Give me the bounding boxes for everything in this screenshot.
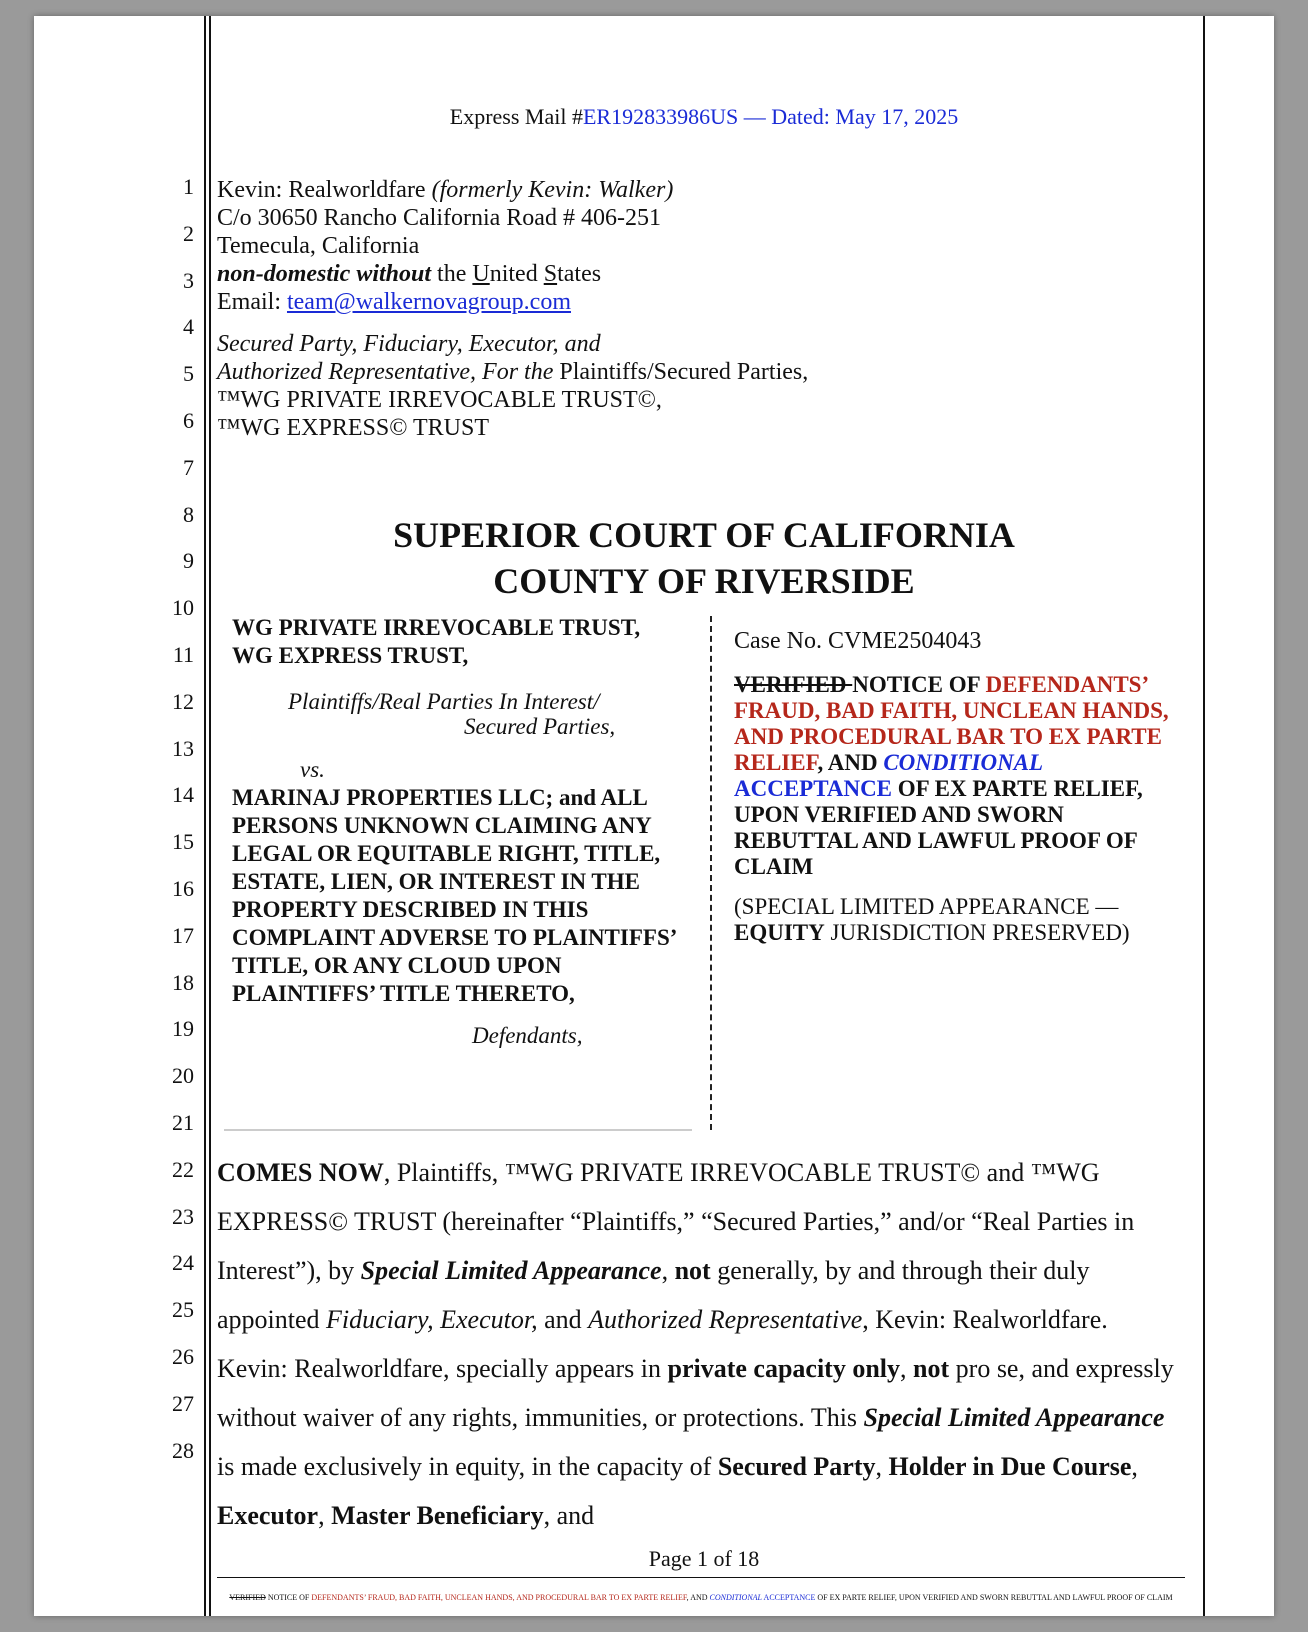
special-appearance-2 bbox=[734, 920, 1184, 946]
line-number: 20 bbox=[172, 1063, 194, 1089]
title-notice: NOTICE OF bbox=[852, 672, 986, 697]
header-prefix: Express Mail # bbox=[449, 104, 583, 129]
body-ex: Executor bbox=[217, 1501, 319, 1530]
line-number: 6 bbox=[183, 408, 194, 433]
body-sla2: Special Limited Appearance bbox=[863, 1403, 1165, 1432]
status-nited: nited bbox=[489, 261, 544, 287]
line-number: 24 bbox=[172, 1250, 194, 1276]
title-and: , AND bbox=[817, 750, 884, 775]
footer-conditional: CONDITIONAL bbox=[709, 1593, 762, 1602]
line-number: 27 bbox=[172, 1390, 194, 1416]
line-number: 12 bbox=[172, 688, 194, 714]
body-c3: , bbox=[318, 1501, 332, 1530]
status-the: the bbox=[431, 261, 473, 287]
line-number: 15 bbox=[172, 829, 194, 855]
line-number: 14 bbox=[172, 782, 194, 808]
title-acceptance: ACCEPTANCE bbox=[734, 776, 893, 801]
line-number: 10 bbox=[172, 595, 194, 621]
body-p7: , and bbox=[543, 1501, 595, 1530]
body-ar: Authorized Representative bbox=[588, 1305, 863, 1334]
footer-notice: NOTICE OF bbox=[265, 1593, 312, 1602]
trust-name-2: ™WG EXPRESS© TRUST bbox=[217, 415, 490, 441]
line-number: 13 bbox=[172, 735, 194, 761]
status-s: S bbox=[543, 261, 558, 287]
footer-red: DEFENDANTS’ FRAUD, BAD FAITH, UNCLEAN HANDS, AND PROCEDURAL BAR TO EX PARTE RELIEF bbox=[311, 1593, 687, 1602]
body-p3: , Kevin: Realworldfare. Kevin: Realworldfare, specially appears in bbox=[217, 1305, 1108, 1383]
line-number: 5 bbox=[183, 361, 194, 387]
status-line bbox=[217, 260, 808, 288]
case-number: Case No. CVME2504043 bbox=[734, 628, 982, 654]
footer-rest: OF EX PARTE RELIEF, UPON VERIFIED AND SWORN REBUTTAL AND LAWFUL PROOF OF CLAIM bbox=[815, 1593, 1173, 1602]
body-paragraph bbox=[217, 1148, 1182, 1540]
jurisdiction-preserved: JURISDICTION PRESERVED) bbox=[824, 920, 1130, 945]
tracking-number: ER192833986US bbox=[582, 104, 739, 129]
role-line-1: Secured Party, Fiduciary, Executor, and bbox=[217, 331, 601, 357]
left-caption bbox=[232, 614, 692, 1050]
body-sp: Secured Party bbox=[717, 1452, 876, 1481]
plaintiff-1: WG PRIVATE IRREVOCABLE TRUST, bbox=[232, 615, 641, 640]
footer-title bbox=[217, 1593, 1185, 1602]
body-p1: , Plaintiffs, ™WG PRIVATE IRREVOCABLE TRUST© and ™WG EXPRESS© TRUST (hereinafter “Plaintiffs,” “Secured Parties,” and/or “Real Parties in Interest”), by bbox=[217, 1158, 1135, 1285]
role-line-2-italic: Authorized Representative, For the bbox=[217, 359, 554, 385]
page-number: Page 1 of 18 bbox=[648, 1546, 760, 1571]
line-number: 1 bbox=[183, 174, 194, 199]
comes-now: COMES NOW bbox=[217, 1158, 384, 1187]
line-number: 8 bbox=[183, 501, 194, 527]
plaintiff-role-2: Secured Parties, bbox=[464, 714, 616, 739]
body-and: and bbox=[537, 1305, 589, 1334]
title-conditional: CONDITIONAL bbox=[883, 750, 1044, 775]
line-number: 28 bbox=[172, 1437, 194, 1463]
email-link[interactable]: team@walkernovagroup.com bbox=[286, 289, 571, 315]
line-number: 7 bbox=[183, 454, 194, 480]
title-red: DEFENDANTS’ FRAUD, BAD FAITH, UNCLEAN HANDS, AND PROCEDURAL BAR TO EX PARTE RELIEF bbox=[734, 672, 1169, 775]
plaintiff-2: WG EXPRESS TRUST, bbox=[232, 643, 469, 668]
court-line-1: SUPERIOR COURT OF CALIFORNIA bbox=[393, 515, 1015, 555]
body-c1: , bbox=[875, 1452, 889, 1481]
body-fer: Fiduciary, Executor, bbox=[326, 1305, 538, 1334]
line-number: 23 bbox=[172, 1203, 194, 1229]
role-line-2: Plaintiffs/Secured Parties, bbox=[553, 359, 809, 385]
header-date: — Dated: May 17, 2025 bbox=[738, 104, 959, 129]
line-number: 16 bbox=[172, 876, 194, 901]
line-number: 18 bbox=[172, 969, 194, 995]
body-hdc: Holder in Due Course bbox=[888, 1452, 1132, 1481]
address-line-1: C/o 30650 Rancho California Road # 406-251 bbox=[217, 205, 661, 231]
line-number: 25 bbox=[172, 1297, 194, 1323]
body-sla1: Special Limited Appearance bbox=[360, 1256, 662, 1285]
line-number: 17 bbox=[172, 922, 194, 948]
line-number: 3 bbox=[183, 267, 194, 293]
line-number: 9 bbox=[183, 548, 194, 574]
defendants-role: Defendants, bbox=[472, 1023, 583, 1048]
trust-name-1: ™WG PRIVATE IRREVOCABLE TRUST©, bbox=[217, 387, 662, 413]
document-page bbox=[34, 16, 1274, 1616]
body-pco: private capacity only bbox=[667, 1354, 901, 1383]
line-number: 4 bbox=[183, 314, 194, 340]
footer-acceptance: ACCEPTANCE bbox=[762, 1593, 816, 1602]
right-caption bbox=[734, 628, 1184, 946]
title-verified: VERIFIED bbox=[734, 672, 853, 697]
document-title bbox=[734, 672, 1184, 880]
line-number: 19 bbox=[172, 1016, 194, 1042]
caption-divider bbox=[710, 616, 712, 1130]
versus: vs. bbox=[300, 757, 325, 782]
status-bold: non-domestic without bbox=[217, 261, 432, 287]
special-appearance-1: (SPECIAL LIMITED APPEARANCE — bbox=[734, 894, 1119, 919]
footer-rule bbox=[217, 1577, 1185, 1578]
equity-bold: EQUITY bbox=[734, 920, 825, 945]
defendants: MARINAJ PROPERTIES LLC; and ALL PERSONS UNKNOWN CLAIMING ANY LEGAL OR EQUITABLE RIGHT, TITLE, ESTATE, LIEN, OR INTEREST IN THE PROPERTY DESCRIBED IN THIS COMPLAINT ADVERSE TO PLAINTIFFS’ TITLE, OR ANY CLOUD UPON PLAINTIFFS’ TITLE THERETO, bbox=[232, 785, 676, 1006]
status-tates: tates bbox=[557, 261, 602, 287]
line-number: 11 bbox=[172, 642, 194, 667]
body-mb: Master Beneficiary bbox=[331, 1501, 544, 1530]
court-line-2: COUNTY OF RIVERSIDE bbox=[493, 561, 915, 601]
body-c2: , bbox=[1131, 1452, 1138, 1481]
line-number: 21 bbox=[172, 1110, 194, 1135]
author-formerly: (formerly Kevin: Walker) bbox=[431, 177, 674, 203]
footer-and: , AND bbox=[686, 1593, 710, 1602]
title-rest: OF EX PARTE RELIEF, UPON VERIFIED AND SWORN REBUTTAL AND LAWFUL PROOF OF CLAIM bbox=[734, 776, 1143, 879]
footer-verified: VERIFIED bbox=[229, 1593, 266, 1602]
left-margin-rule-inner bbox=[209, 16, 211, 1616]
body-p5: pro se, and expressly without waiver of any rights, immunities, or protections. This bbox=[217, 1354, 1174, 1432]
author-block bbox=[217, 176, 808, 442]
court-title bbox=[234, 512, 1174, 604]
plaintiff-role-1: Plaintiffs/Real Parties In Interest/ bbox=[288, 689, 600, 714]
body-p6: is made exclusively in equity, in the capacity of bbox=[217, 1452, 718, 1481]
line-number: 22 bbox=[172, 1156, 194, 1182]
email-label: Email: bbox=[217, 289, 287, 315]
status-u: U bbox=[472, 261, 490, 287]
body-p2: generally, by and through their duly appointed bbox=[217, 1256, 1090, 1334]
line-number: 2 bbox=[183, 220, 194, 246]
body-not1: not bbox=[674, 1256, 711, 1285]
caption-bottom-rule bbox=[224, 1129, 692, 1131]
express-mail-header bbox=[234, 104, 1174, 130]
address-line-2: Temecula, California bbox=[217, 233, 420, 259]
right-margin-rule bbox=[1203, 16, 1205, 1616]
body-not2: not bbox=[913, 1354, 950, 1383]
body-p4: , bbox=[900, 1354, 914, 1383]
author-name: Kevin: Realworldfare bbox=[217, 177, 432, 203]
body-comma: , bbox=[661, 1256, 675, 1285]
left-margin-rule bbox=[204, 16, 206, 1616]
line-number: 26 bbox=[172, 1344, 194, 1369]
